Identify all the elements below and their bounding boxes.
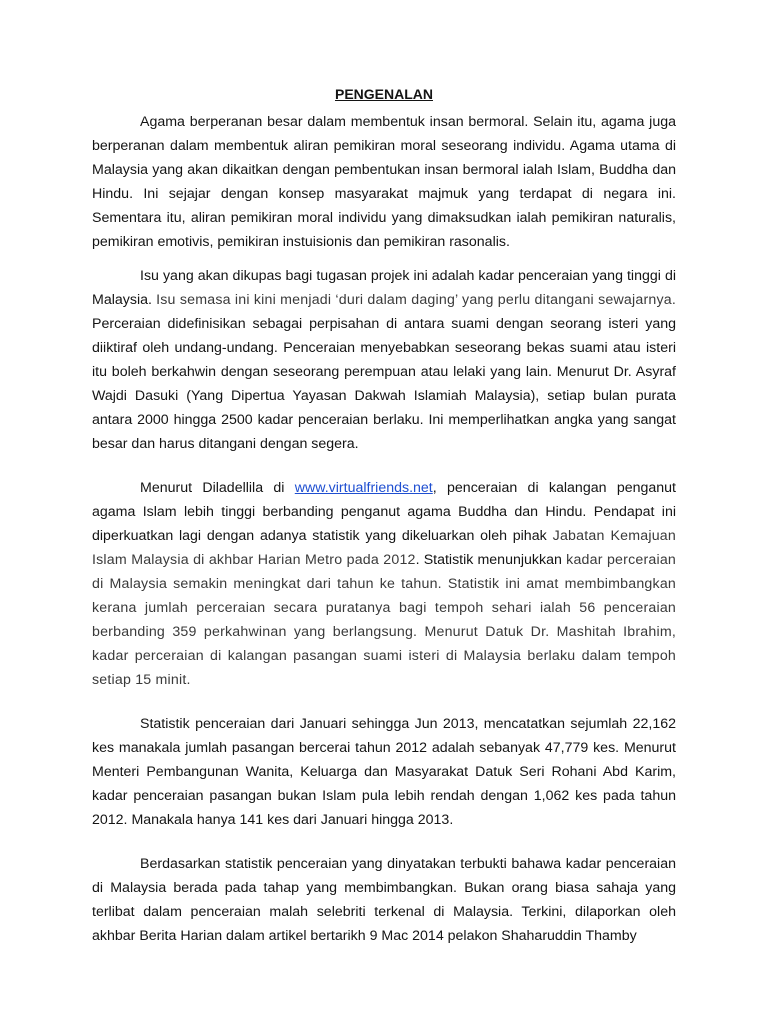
paragraph-5: Berdasarkan statistik penceraian yang dinyatakan terbukti bahawa kadar penceraian di Malaysia berada pada tahap yang membimbangkan. Bukan orang biasa sahaja yang terlibat dalam penceraian malah selebriti terkenal di Malaysia. Terkini, dilaporkan oleh akhbar Berita Harian dalam artikel bertarikh 9 Mac 2014 pelakon Shaharuddin Thamby <box>92 856 676 944</box>
document-title: PENGENALAN <box>334 86 433 102</box>
paragraph-3-part-d: . Statistik menunjukkan <box>415 552 562 568</box>
paragraph-2 <box>92 264 676 456</box>
paragraph-4: Statistik penceraian dari Januari sehingga Jun 2013, mencatatkan sejumlah 22,162 kes manakala jumlah pasangan bercerai tahun 2012 adalah sebanyak 47,779 kes. Menurut Menteri Pembangunan Wanita, Keluarga dan Masyarakat Datuk Seri Rohani Abd Karim, kadar penceraian pasangan bukan Islam pula lebih rendah dengan 1,062 kes pada tahun 2012. Manakala hanya 141 kes dari Januari hingga 2013. <box>92 716 676 828</box>
paragraph-2-part-c: Perceraian didefinisikan sebagai perpisahan di antara suami dengan seorang isteri yang diiktiraf oleh undang-undang. Penceraian menyebabkan seseorang bekas suami atau isteri itu boleh berkahwin dengan seseorang perempuan atau lelaki yang lain. Menurut Dr. Asyraf Wajdi Dasuki (Yang Dipertua Yayasan Dakwah Islamiah Malaysia), setiap bulan purata antara 2000 hingga 2500 kadar penceraian berlaku. Ini memperlihatkan angka yang sangat besar dan harus ditangani dengan segera. <box>92 316 676 452</box>
paragraph-1: Agama berperanan besar dalam membentuk insan bermoral. Selain itu, agama juga berperanan dalam membentuk aliran pemikiran moral seseorang individu. Agama utama di Malaysia yang akan dikaitkan dengan pembentukan insan bermoral ialah Islam, Buddha dan Hindu. Ini sejajar dengan konsep masyarakat majmuk yang terdapat di negara ini. Sementara itu, aliran pemikiran moral individu yang dimaksudkan ialah pemikiran naturalis, pemikiran emotivis, pemikiran instuisionis dan pemikiran rasonalis. <box>92 114 676 250</box>
paragraph-3 <box>92 476 676 692</box>
paragraph-2-part-a: Isu yang akan dikupas bagi tugasan projek ini adalah kadar penceraian yang tinggi di Malaysia. <box>92 268 676 308</box>
paragraph-3-part-e: kadar perceraian di Malaysia semakin meningkat dari tahun ke tahun. Statistik ini amat membimbangkan kerana jumlah perceraian secara puratanya bagi tempoh sehari ialah 56 penceraian berbanding 359 perkahwinan yang berlangsung. Menurut Datuk Dr. Mashitah Ibrahim, kadar perceraian di kalangan pasangan suami isteri di Malaysia berlaku dalam tempoh setiap 15 minit. <box>92 552 676 688</box>
paragraph-3-part-b: , penceraian di kalangan penganut agama Islam lebih tinggi berbanding penganut agama Buddha dan Hindu. Pendapat ini diperkuatkan lagi dengan adanya statistik yang dikeluarkan oleh pihak <box>92 480 676 544</box>
paragraph-2-part-b: Isu semasa ini kini menjadi ‘duri dalam daging’ yang perlu ditangani sewajarnya. <box>151 292 676 308</box>
document-page <box>92 84 676 948</box>
paragraph-3-part-c: Jabatan Kemajuan Islam Malaysia di akhbar Harian Metro pada 2012 <box>92 528 676 568</box>
paragraph-3-part-a: Menurut Diladellila di <box>140 480 295 496</box>
virtualfriends-link[interactable]: www.virtualfriends.net <box>294 480 433 496</box>
